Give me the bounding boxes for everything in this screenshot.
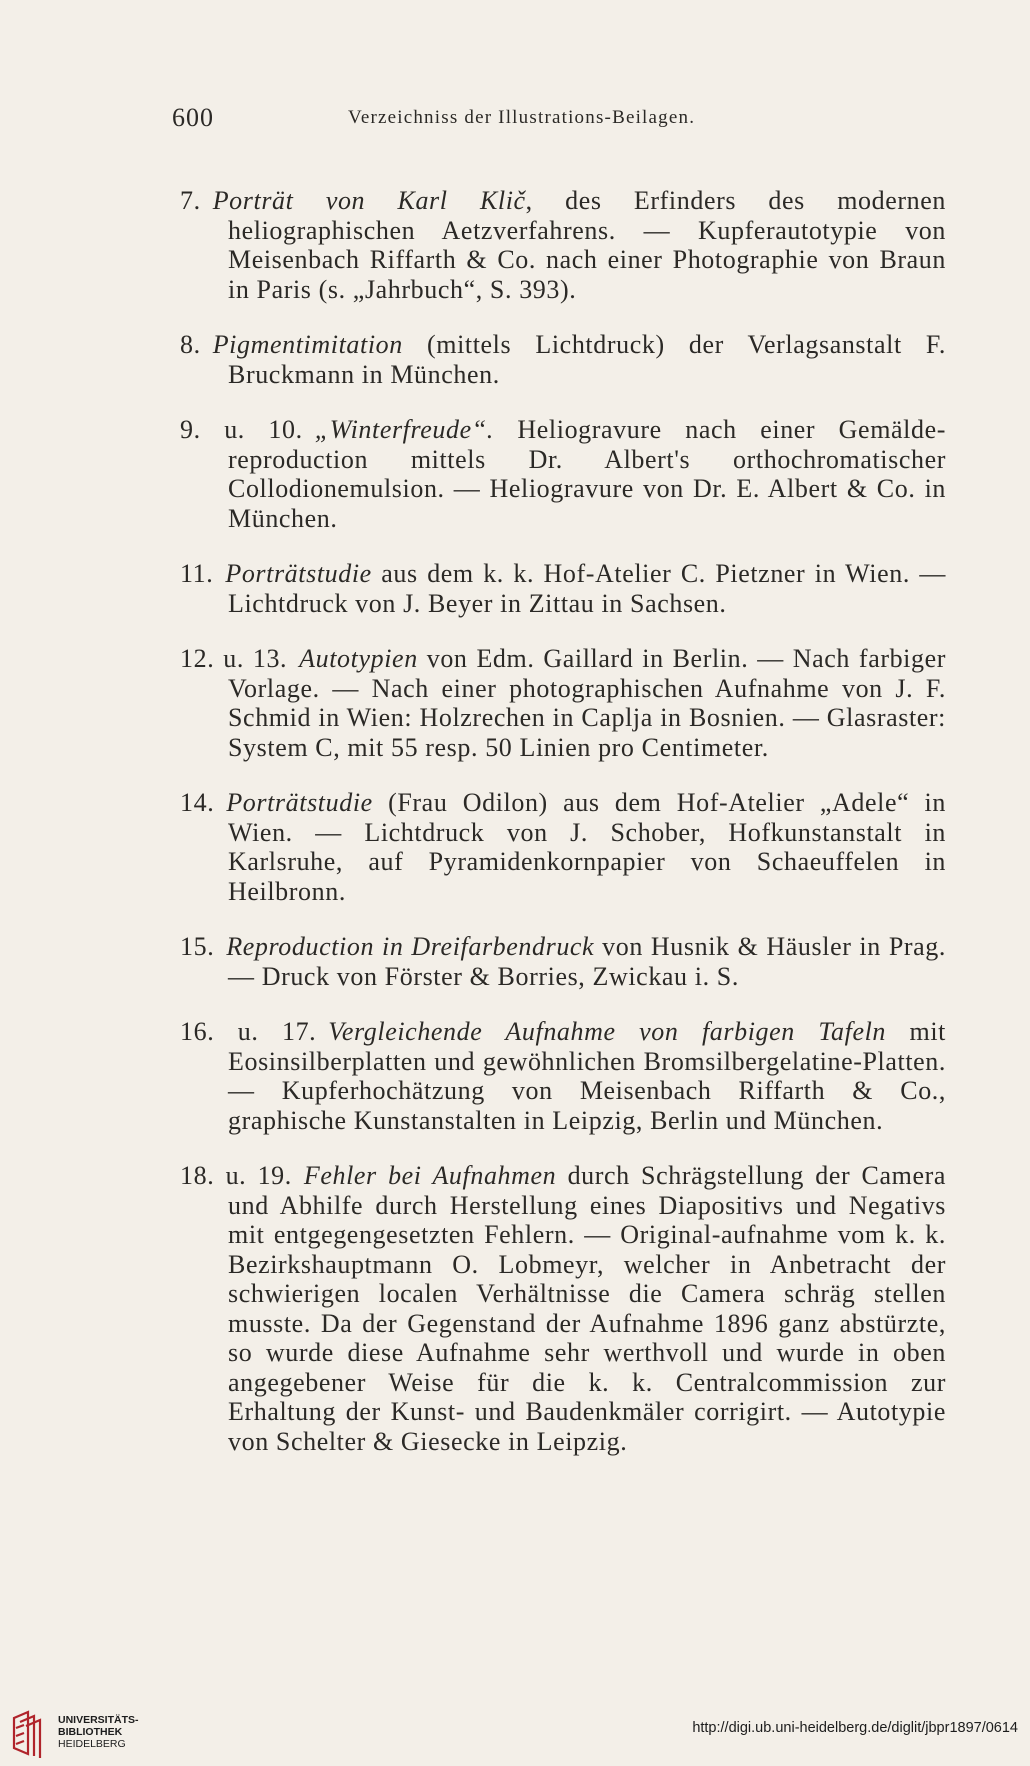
list-item: [180, 330, 946, 389]
entry-title: „Winterfreude“.: [314, 415, 494, 444]
entry-number: 7.: [180, 186, 201, 215]
list-item: [180, 788, 946, 906]
entry-number: 16. u. 17.: [180, 1017, 317, 1046]
list-item: [180, 644, 946, 762]
library-logo-strokes: [14, 1712, 40, 1758]
entry-number: 18. u. 19.: [180, 1161, 292, 1190]
page-header: [172, 103, 762, 143]
entry-number: 12. u. 13.: [180, 644, 288, 673]
entry-text: von Edm. Gaillard in Berlin. — Nach farbiger Vorlage. — Nach einer photographischen Aufnahme von J. F. Schmid in Wien: Holzrechen in Caplja in Bosnien. — Glasraster: System C, mit 55 resp. 50 Linien pro Centimeter.: [228, 644, 947, 762]
entry-text: (mittels Lichtdruck) der Verlagsanstalt F. Bruckmann in München.: [228, 330, 946, 389]
entry-title: Autotypien: [299, 644, 418, 673]
source-url-link[interactable]: http://digi.ub.uni-heidelberg.de/diglit/jbpr1897/0614: [692, 1720, 1018, 1736]
list-item: [180, 186, 946, 304]
entry-text: (Frau Odilon) aus dem Hof-Atelier „Adele“ in Wien. — Lichtdruck von J. Schober, Hofkunstanstalt in Karlsruhe, auf Pyramidenkornpapier von Schaeuffelen in Heilbronn.: [228, 788, 946, 906]
list-item: [180, 1161, 946, 1456]
entry-text: , des Erfinders des modernen heliographischen Aetzverfahrens. — Kupferautotypie von Meisenbach Riffarth & Co. nach einer Photographie von Braun in Paris (s. „Jahrbuch“, S. 393).: [228, 186, 946, 304]
entry-title: Reproduction in Dreifarbendruck: [226, 932, 595, 961]
entry-number: 14.: [180, 788, 215, 817]
entry-text: Heliogravure nach einer Gemälde-reproduction mittels Dr. Albert's orthochromatischer Collodionemulsion. — Heliogravure von Dr. E. Albert & Co. in München.: [228, 415, 946, 533]
entry-number: 15.: [180, 932, 215, 961]
page-number: 600: [172, 103, 214, 132]
entry-title: Fehler bei Aufnahmen: [303, 1161, 557, 1190]
entry-number: 11.: [180, 559, 214, 588]
entry-number: 8.: [180, 330, 201, 359]
entry-text: von Husnik & Häusler in Prag. — Druck von Förster & Borries, Zwickau i. S.: [228, 932, 946, 991]
list-item: [180, 415, 946, 533]
list-item: [180, 932, 946, 991]
list-item: [180, 1017, 946, 1135]
entry-number: 9. u. 10.: [180, 415, 303, 444]
library-logo-text: [58, 1714, 139, 1750]
entry-text: durch Schrägstellung der Camera und Abhilfe durch Herstellung eines Diapositivs und Negativs mit entgegengesetzten Fehlern. — Original-aufnahme vom k. k. Bezirkshauptmann O. Lobmeyr, welcher in Anbetracht der schwierigen localen Verhältnisse die Camera schräg stellen musste. Da der Gegenstand der Aufnahme 1896 ganz abstürzte, so wurde diese Aufnahme sehr werthvoll und wurde in oben angegebener Weise für die k. k. Centralcommission zur Erhaltung der Kunst- und Baudenkmäler corrigirt. — Autotypie von Schelter & Giesecke in Leipzig.: [228, 1161, 946, 1456]
entry-text: mit Eosinsilberplatten und gewöhnlichen Bromsilbergelatine-Platten. — Kupferhochätzung von Meisenbach Riffarth & Co., graphische Kunstanstalten in Leipzig, Berlin und München.: [228, 1017, 946, 1135]
digitization-footer: [0, 1700, 1030, 1766]
running-head: Verzeichniss der Illustrations-Beilagen.: [348, 107, 696, 128]
list-item: [180, 559, 946, 618]
logo-line-library: BIBLIOTHEK: [58, 1726, 123, 1738]
entry-title: Vergleichende Aufnahme von farbigen Tafeln: [328, 1017, 887, 1046]
logo-line-university: UNIVERSITÄTS-: [58, 1714, 139, 1726]
entry-title: Porträtstudie: [225, 559, 372, 588]
entry-title: Pigmentimitation: [212, 330, 403, 359]
library-logo-icon: [10, 1708, 54, 1758]
entry-text: aus dem k. k. Hof-Atelier C. Pietzner in Wien. — Lichtdruck von J. Beyer in Zittau in Sachsen.: [228, 559, 946, 618]
entry-title: Porträtstudie: [226, 788, 373, 817]
entry-title: Porträt von Karl Klič: [212, 186, 526, 215]
logo-line-city: HEIDELBERG: [58, 1738, 126, 1750]
illustration-list: [180, 160, 946, 1479]
